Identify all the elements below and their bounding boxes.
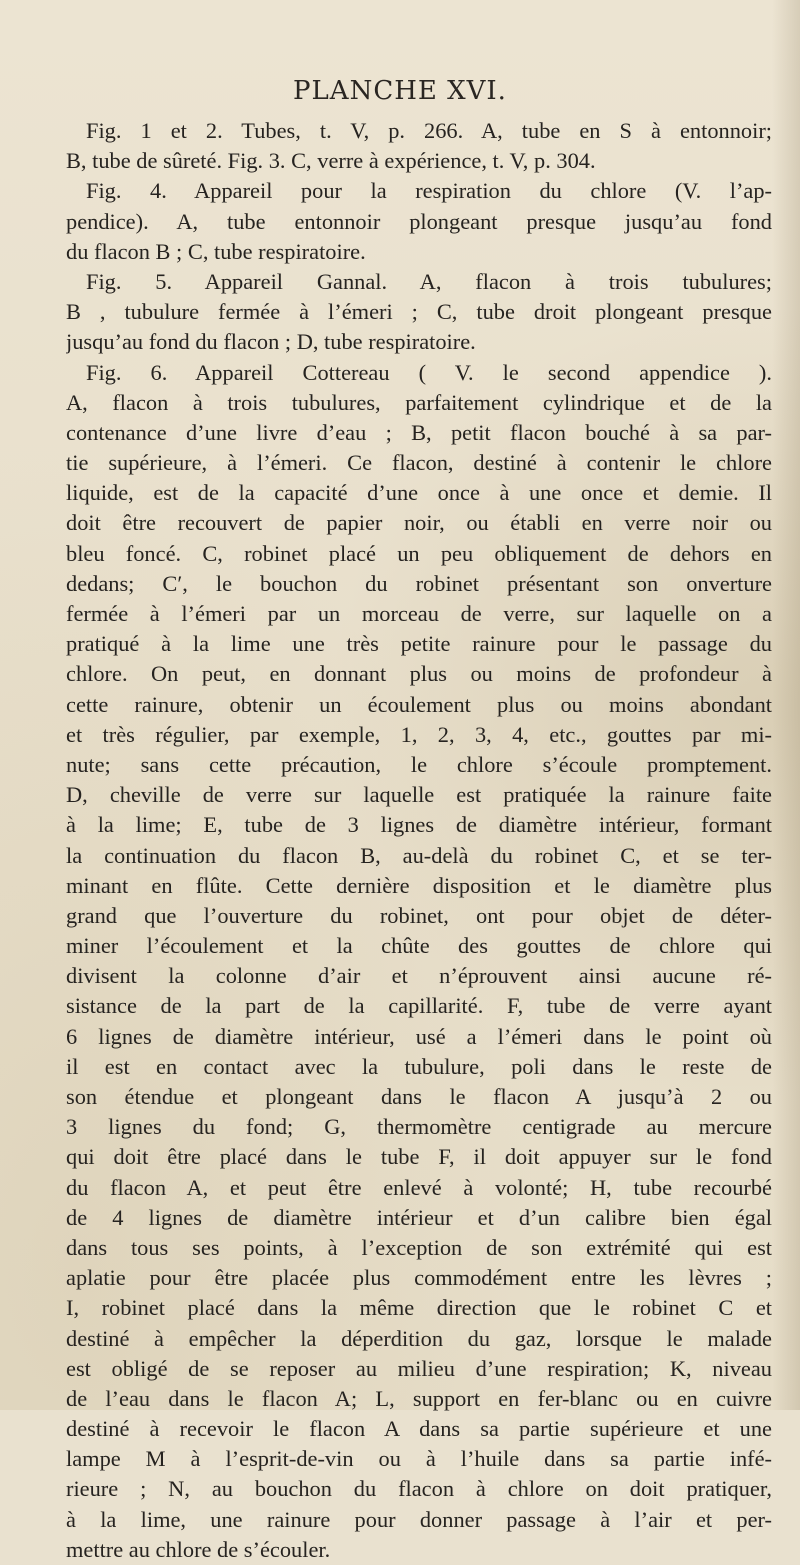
text-line: pratiqué à la lime une très petite rainure pour le passage du bbox=[66, 631, 772, 657]
page-edge-shadow bbox=[772, 0, 800, 1410]
text-line: dans tous ses points, à l’exception de son extrémité qui est bbox=[66, 1234, 772, 1260]
text-line: rieure ; N, au bouchon du flacon à chlore on doit pratiquer, bbox=[66, 1476, 772, 1502]
text-line: contenance d’une livre d’eau ; B, petit flacon bouché à sa par- bbox=[66, 419, 772, 445]
text-line: qui doit être placé dans le tube F, il doit appuyer sur le fond bbox=[66, 1144, 772, 1170]
text-line: 3 lignes du fond; G, thermomètre centigrade au mercure bbox=[66, 1114, 772, 1140]
text-line: destiné à empêcher la déperdition du gaz, lorsque le malade bbox=[66, 1325, 772, 1351]
text-line: à la lime; E, tube de 3 lignes de diamètre intérieur, formant bbox=[66, 812, 772, 838]
text-line: D, cheville de verre sur laquelle est pratiquée la rainure faite bbox=[66, 782, 772, 808]
text-line: Fig. 5. Appareil Gannal. A, flacon à trois tubulures; bbox=[86, 268, 772, 294]
text-line: de 4 lignes de diamètre intérieur et d’un calibre bien égal bbox=[66, 1204, 772, 1230]
text-line: A, flacon à trois tubulures, parfaitement cylindrique et de la bbox=[66, 389, 772, 415]
text-line: Fig. 6. Appareil Cottereau ( V. le second appendice ). bbox=[86, 359, 772, 385]
text-line: cette rainure, obtenir un écoulement plus ou moins abondant bbox=[66, 691, 772, 717]
text-line: et très régulier, par exemple, 1, 2, 3, 4, etc., gouttes par mi- bbox=[66, 721, 772, 747]
text-line: doit être recouvert de papier noir, ou établi en verre noir ou bbox=[66, 510, 772, 536]
text-line: miner l’écoulement et la chûte des gouttes de chlore qui bbox=[66, 933, 772, 959]
text-line: bleu foncé. C, robinet placé un peu obliquement de dehors en bbox=[66, 540, 772, 566]
text-line: chlore. On peut, en donnant plus ou moins de profondeur à bbox=[66, 661, 772, 687]
text-line: nute; sans cette précaution, le chlore s’écoule promptement. bbox=[66, 751, 772, 777]
text-line: liquide, est de la capacité d’une once à une once et demie. Il bbox=[66, 480, 772, 506]
text-line: du flacon A, et peut être enlevé à volonté; H, tube recourbé bbox=[66, 1174, 772, 1200]
figure-legend-text bbox=[66, 116, 772, 1565]
text-line: jusqu’au fond du flacon ; D, tube respiratoire. bbox=[66, 329, 476, 355]
text-line: divisent la colonne d’air et n’éprouvent ainsi aucune ré- bbox=[66, 963, 772, 989]
text-line: mettre au chlore de s’écouler. bbox=[66, 1536, 331, 1562]
text-line: 6 lignes de diamètre intérieur, usé a l’émeri dans le point où bbox=[66, 1023, 772, 1049]
text-line: de l’eau dans le flacon A; L, support en fer-blanc ou en cuivre bbox=[66, 1385, 772, 1411]
text-line: I, robinet placé dans la même direction que le robinet C et bbox=[66, 1295, 772, 1321]
text-line: fermée à l’émeri par un morceau de verre, sur laquelle on a bbox=[66, 601, 772, 626]
text-line: lampe M à l’esprit-de-vin ou à l’huile dans sa partie infé- bbox=[66, 1446, 772, 1472]
text-line: sistance de la part de la capillarité. F, tube de verre ayant bbox=[66, 993, 772, 1019]
text-line: grand que l’ouverture du robinet, ont pour objet de déter- bbox=[66, 902, 772, 928]
text-line: Fig. 4. Appareil pour la respiration du chlore (V. l’ap- bbox=[86, 178, 772, 204]
text-line: B, tube de sûreté. Fig. 3. C, verre à expérience, t. V, p. 304. bbox=[66, 148, 596, 174]
text-line: la continuation du flacon B, au-delà du robinet C, et se ter- bbox=[66, 842, 772, 868]
text-line: destiné à recevoir le flacon A dans sa partie supérieure et une bbox=[66, 1416, 772, 1442]
text-line: Fig. 1 et 2. Tubes, t. V, p. 266. A, tube en S à entonnoir; bbox=[86, 118, 772, 143]
text-line: B , tubulure fermée à l’émeri ; C, tube droit plongeant presque bbox=[66, 299, 772, 325]
text-line: est obligé de se reposer au milieu d’une respiration; K, niveau bbox=[66, 1355, 772, 1381]
text-line: aplatie pour être placée plus commodément entre les lèvres ; bbox=[66, 1265, 772, 1291]
text-line: du flacon B ; C, tube respiratoire. bbox=[66, 238, 366, 264]
text-line: pendice). A, tube entonnoir plongeant presque jusqu’au fond bbox=[66, 208, 772, 234]
text-line: minant en flûte. Cette dernière disposition et le diamètre plus bbox=[66, 872, 772, 898]
text-line: son étendue et plongeant dans le flacon A jusqu’à 2 ou bbox=[66, 1084, 772, 1109]
text-line: à la lime, une rainure pour donner passage à l’air et per- bbox=[66, 1506, 772, 1532]
text-line: il est en contact avec la tubulure, poli dans le reste de bbox=[66, 1053, 772, 1079]
plate-title: PLANCHE XVI. bbox=[293, 76, 507, 106]
text-line: tie supérieure, à l’émeri. Ce flacon, destiné à contenir le chlore bbox=[66, 450, 772, 476]
text-line: dedans; C′, le bouchon du robinet présentant son onverture bbox=[66, 570, 772, 596]
